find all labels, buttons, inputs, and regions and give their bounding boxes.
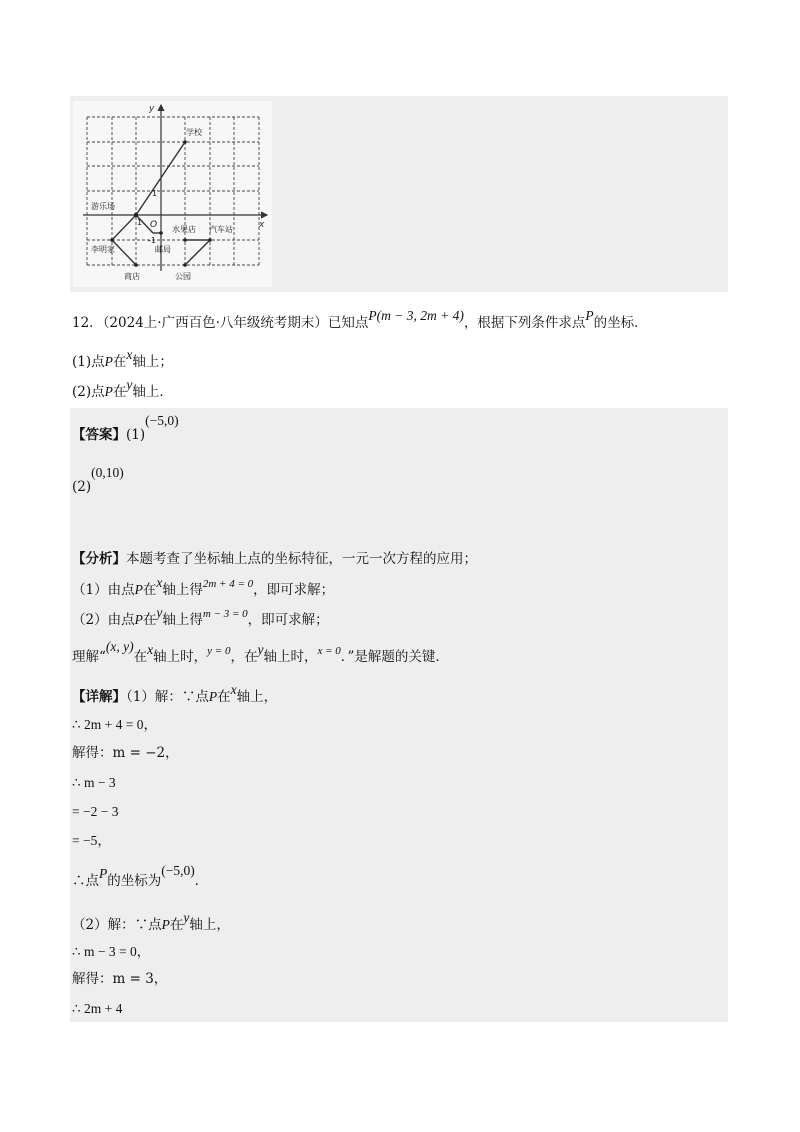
a4-y: y — [257, 642, 264, 657]
analysis-line-3 — [72, 605, 329, 628]
tick-one-y: 1 — [152, 189, 158, 198]
analysis-label: 【分析】 — [72, 551, 126, 567]
park-dot — [183, 263, 187, 267]
a4-in: 在 — [133, 649, 148, 665]
school-dot — [183, 140, 187, 144]
a3-pre: （2）由点 — [72, 612, 135, 628]
label-grocery: 商店 — [124, 272, 140, 281]
detail-step-2: ∴ 2m + 4 = 0， — [72, 717, 157, 732]
part2-point: P — [104, 384, 113, 399]
grid-lines — [87, 117, 259, 265]
d1-axis: x — [230, 682, 237, 697]
a2-axis: x — [156, 575, 163, 590]
detail-part2-line-1 — [72, 910, 230, 933]
a4-mid3: 轴上时， — [263, 649, 318, 665]
part1-point: P — [104, 354, 113, 369]
a2-in: 在 — [142, 582, 157, 598]
a3-p: P — [134, 612, 143, 627]
answer-p1-label: (1) — [126, 427, 146, 443]
t1-in: 在 — [169, 917, 184, 933]
d1-in: 在 — [217, 689, 231, 705]
analysis-line-1 — [72, 553, 477, 567]
a3-axis: y — [156, 605, 163, 620]
label-school: 学校 — [186, 128, 202, 137]
label-li-ming-home: 李明家 — [91, 245, 115, 254]
x-axis-label: x — [259, 220, 265, 230]
d1-pre: （1）解：∵点 — [126, 689, 209, 705]
d1-p: P — [208, 689, 218, 704]
part1-in: 在 — [112, 354, 127, 370]
detail-step-6: = −5， — [72, 833, 111, 848]
a4-end: ．”是解题的关键． — [340, 649, 449, 665]
analysis-line-2 — [72, 575, 335, 598]
detail-part2-step-4: ∴ 2m + 4 — [72, 1001, 123, 1016]
answer-line-2 — [72, 465, 124, 495]
a2-pre: （1）由点 — [72, 582, 135, 598]
a4-pre: 理解“ — [72, 649, 106, 665]
detail-step-5: = −2 − 3 — [72, 804, 119, 819]
a3-in: 在 — [142, 612, 157, 628]
a4-mid2: ，在 — [230, 649, 258, 665]
a4-eq1: y = 0 — [207, 645, 231, 657]
detail-part2-step-2: ∴ m − 3 = 0， — [72, 944, 151, 959]
a2-eq: 2m + 4 = 0 — [202, 578, 254, 590]
question-stem — [72, 308, 648, 331]
label-post-office: 邮局 — [155, 245, 171, 254]
question-number: 12． — [72, 315, 103, 331]
point-expression: P(m − 3, 2m + 4) — [368, 308, 464, 323]
question-part-2 — [72, 377, 173, 400]
amusement-park-dot — [134, 213, 138, 217]
li-ming-home-dot — [110, 238, 114, 242]
d7-p: P — [99, 866, 108, 881]
stem-end: 的坐标． — [593, 315, 648, 331]
t1-pre: （2）解：∵点 — [72, 917, 162, 933]
detail-line-1 — [72, 682, 278, 705]
analysis-line-4 — [72, 639, 449, 665]
coordinate-grid-svg — [73, 101, 272, 287]
bus-station-dot — [208, 238, 212, 242]
a2-mid: 轴上得 — [162, 582, 203, 598]
tick-one-x: 1 — [137, 218, 143, 227]
part2-end: 轴上． — [132, 384, 173, 400]
tick-minus-one: -1 — [148, 236, 156, 245]
label-bus-station: 汽车站 — [209, 225, 233, 234]
detail-part2-step-3: 解得：m = 3， — [72, 971, 168, 987]
question-source: （2024上·广西百色·八年级统考期末）已知点 — [102, 315, 369, 331]
part1-prefix: (1)点 — [72, 354, 105, 370]
stem-point-p: P — [585, 308, 594, 323]
part2-prefix: (2)点 — [72, 384, 105, 400]
y-axis-label: y — [149, 104, 155, 114]
fruit-store-dot — [183, 238, 187, 242]
d1-end: 轴上， — [236, 689, 278, 705]
d7-end: ． — [194, 873, 209, 889]
part1-end: 轴上； — [132, 354, 173, 370]
a4-mid1: 轴上时， — [153, 649, 208, 665]
d7-pre: ∴点 — [72, 873, 99, 889]
label-amusement-park: 游乐场 — [91, 202, 115, 211]
a3-end: ，即可求解； — [247, 612, 329, 628]
a4-xy: (x, y) — [105, 639, 134, 654]
answer-p2-label: (2) — [72, 479, 92, 495]
analysis-intro: 本题考查了坐标轴上点的坐标特征，一元一次方程的应用； — [126, 551, 477, 567]
answer-p2-value: (0,10) — [91, 465, 124, 480]
label-park: 公园 — [175, 272, 191, 281]
a4-eq2: x = 0 — [317, 645, 341, 657]
t1-end: 轴上， — [189, 917, 230, 933]
a3-eq: m − 3 = 0 — [202, 608, 248, 620]
answer-line-1 — [72, 413, 179, 443]
a3-mid: 轴上得 — [162, 612, 203, 628]
a4-x: x — [147, 642, 154, 657]
detail-step-3: 解得：m = −2， — [72, 745, 179, 761]
a2-end: ，即可求解； — [253, 582, 335, 598]
t1-p: P — [161, 917, 170, 932]
answer-label: 【答案】 — [72, 427, 126, 443]
question-part-1 — [72, 347, 173, 370]
part1-axis: x — [126, 347, 133, 362]
detail-line-7 — [72, 863, 209, 889]
part2-axis: y — [126, 377, 133, 392]
grocery-dot — [134, 263, 138, 267]
d7-val: (−5,0) — [161, 863, 195, 878]
answer-p1-value: (−5,0) — [145, 413, 179, 428]
a2-p: P — [134, 582, 143, 597]
detail-label: 【详解】 — [72, 689, 126, 705]
t1-axis: y — [183, 910, 190, 925]
stem-tail: ，根据下列条件求点 — [463, 315, 586, 331]
label-fruit-store: 水果店 — [172, 225, 196, 234]
d7-mid: 的坐标为 — [107, 873, 162, 889]
origin-label: O — [150, 220, 158, 230]
post-office-dot — [159, 231, 163, 235]
detail-step-4: ∴ m − 3 — [72, 775, 116, 790]
part2-in: 在 — [112, 384, 127, 400]
map-figure — [73, 101, 272, 287]
